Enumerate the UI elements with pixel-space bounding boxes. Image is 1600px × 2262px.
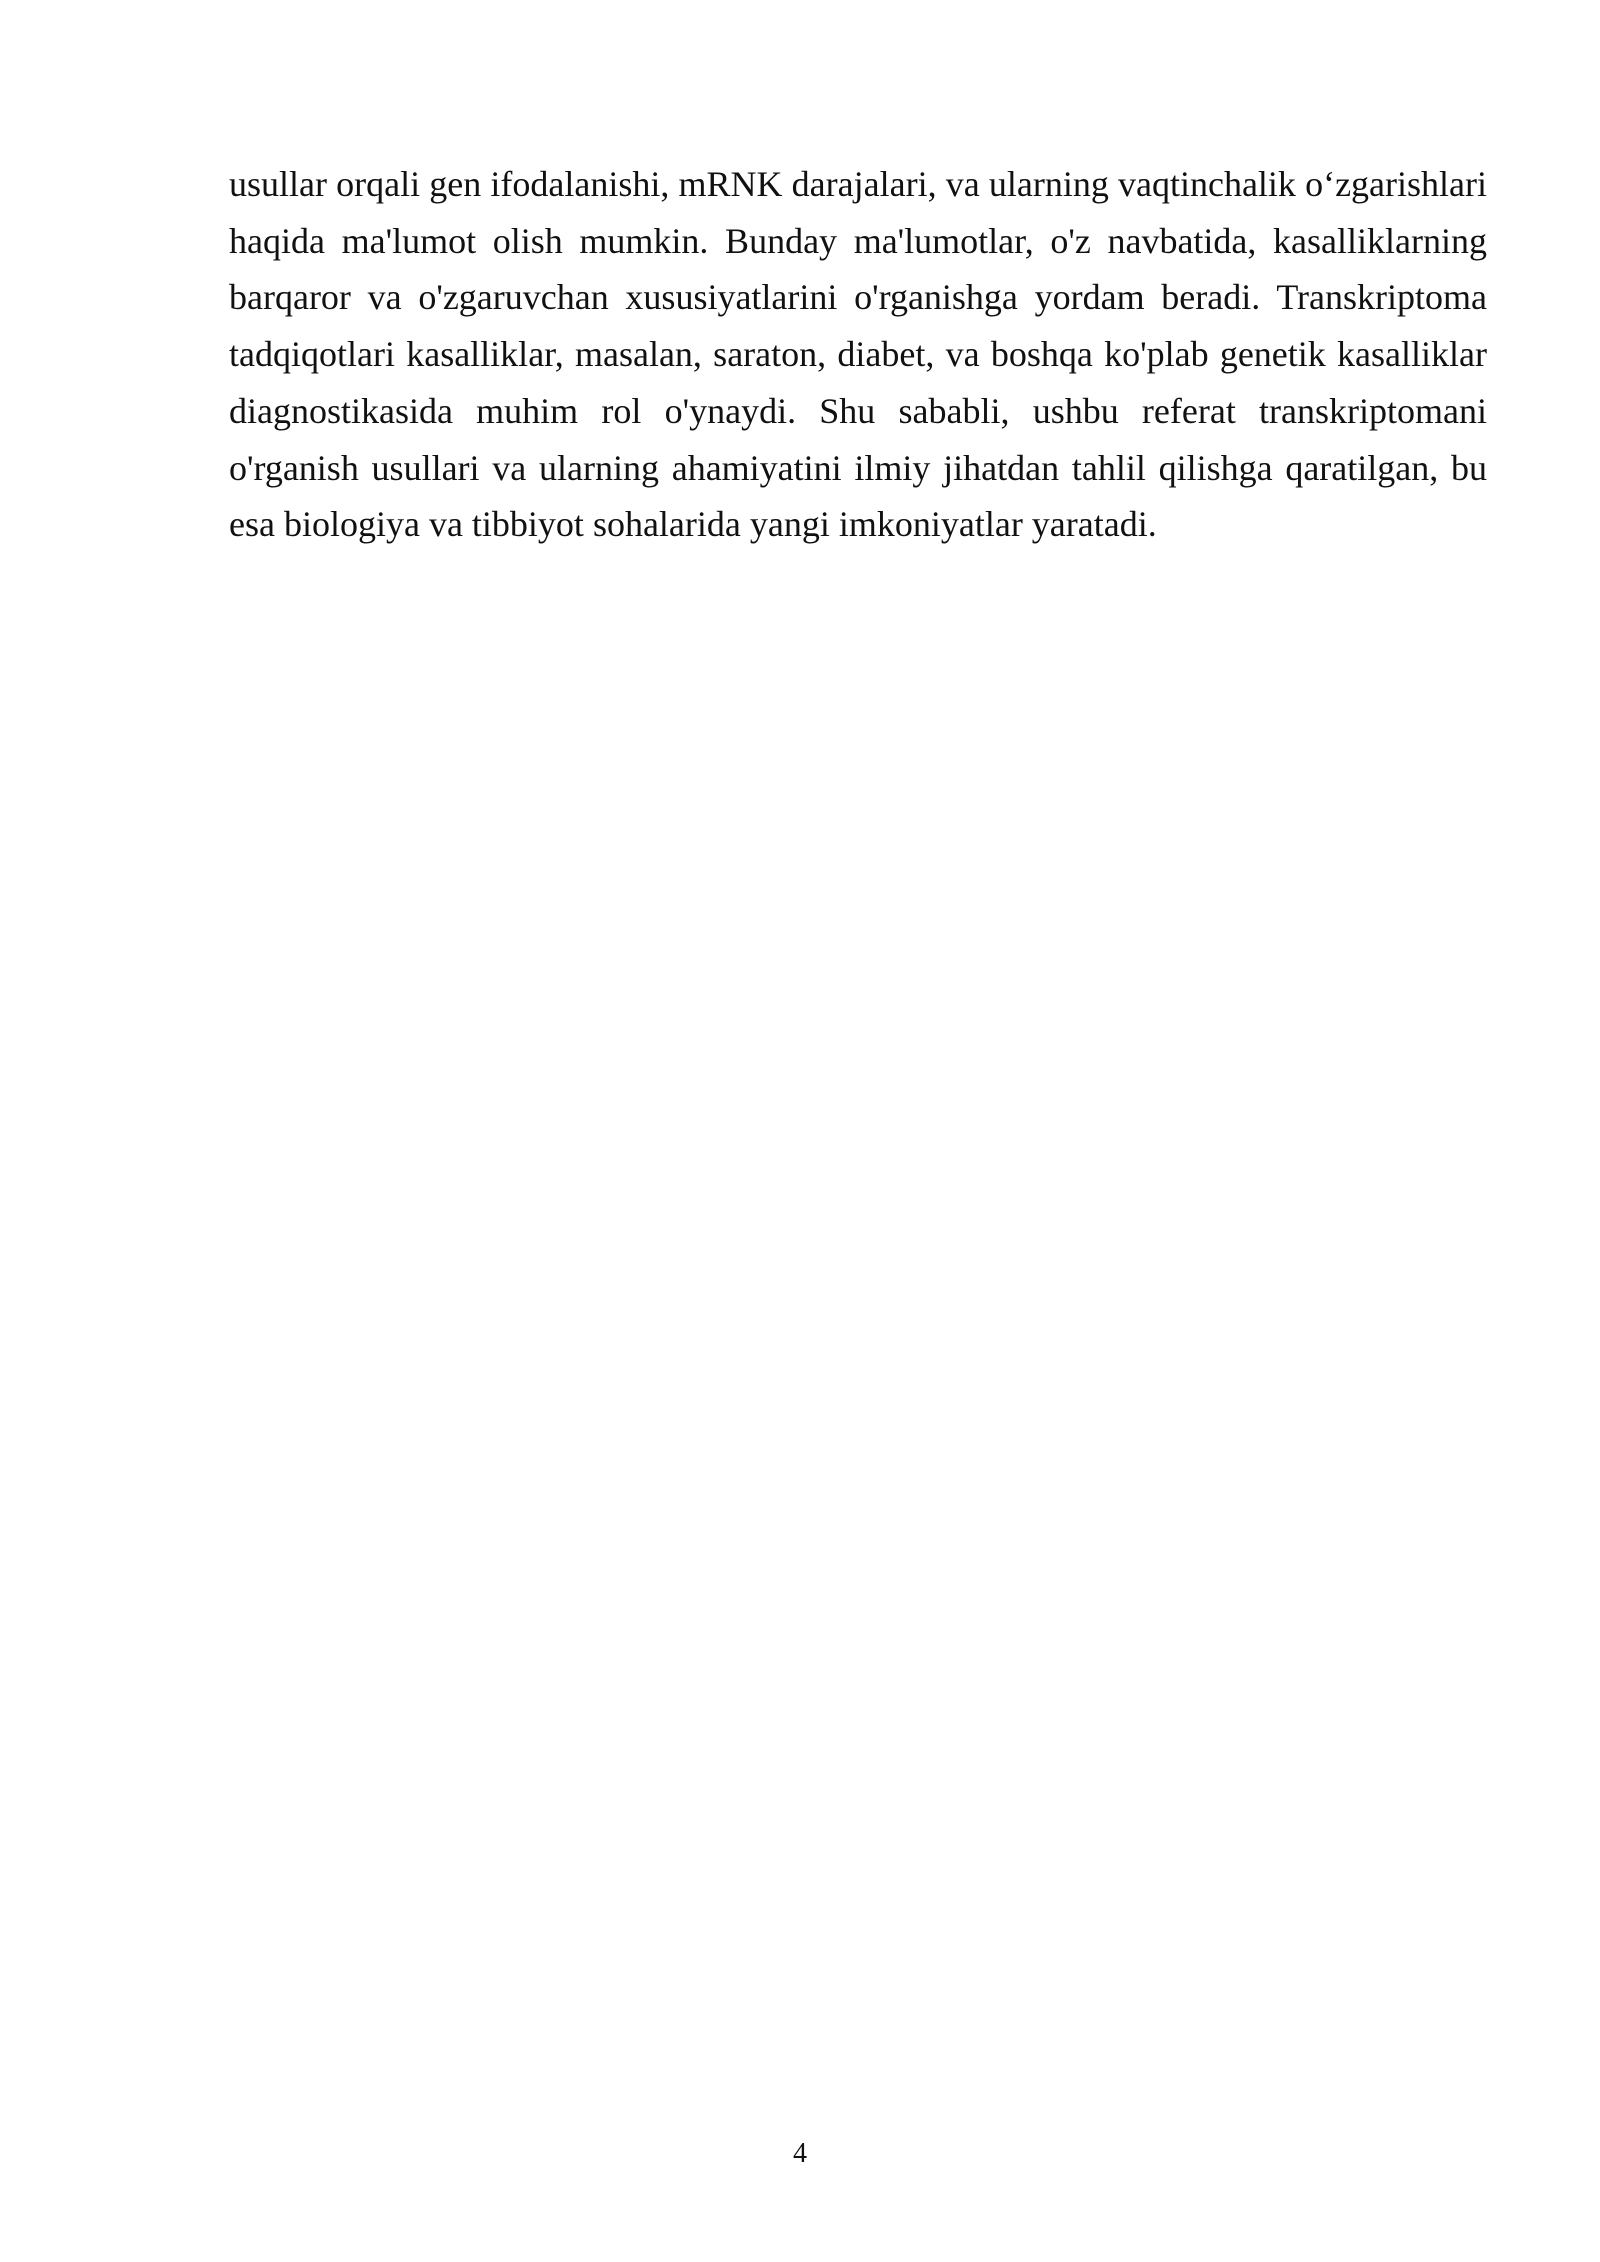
body-paragraph: usullar orqali gen ifodalanishi, mRNK darajalari, va ularning vaqtinchalik o‘zgarishlari haqida ma'lumot olish mumkin. Bunday ma'lumotlar, o'z navbatida, kasalliklarning barqaror va o'zgaruvchan xususiyatlarini o'rganishga yordam beradi. Transkriptoma tadqiqotlari kasalliklar, masalan, saraton, diabet, va boshqa ko'plab genetik kasalliklar diagnostikasida muhim rol o'ynaydi. Shu sababli, ushbu referat transkriptomani o'rganish usullari va ularning ahamiyatini ilmiy jihatdan tahlil qilishga qaratilgan, bu esa biologiya va tibbiyot sohalarida yangi imkoniyatlar yaratadi. <box>229 164 1487 545</box>
page-number: 4 <box>793 2138 807 2169</box>
